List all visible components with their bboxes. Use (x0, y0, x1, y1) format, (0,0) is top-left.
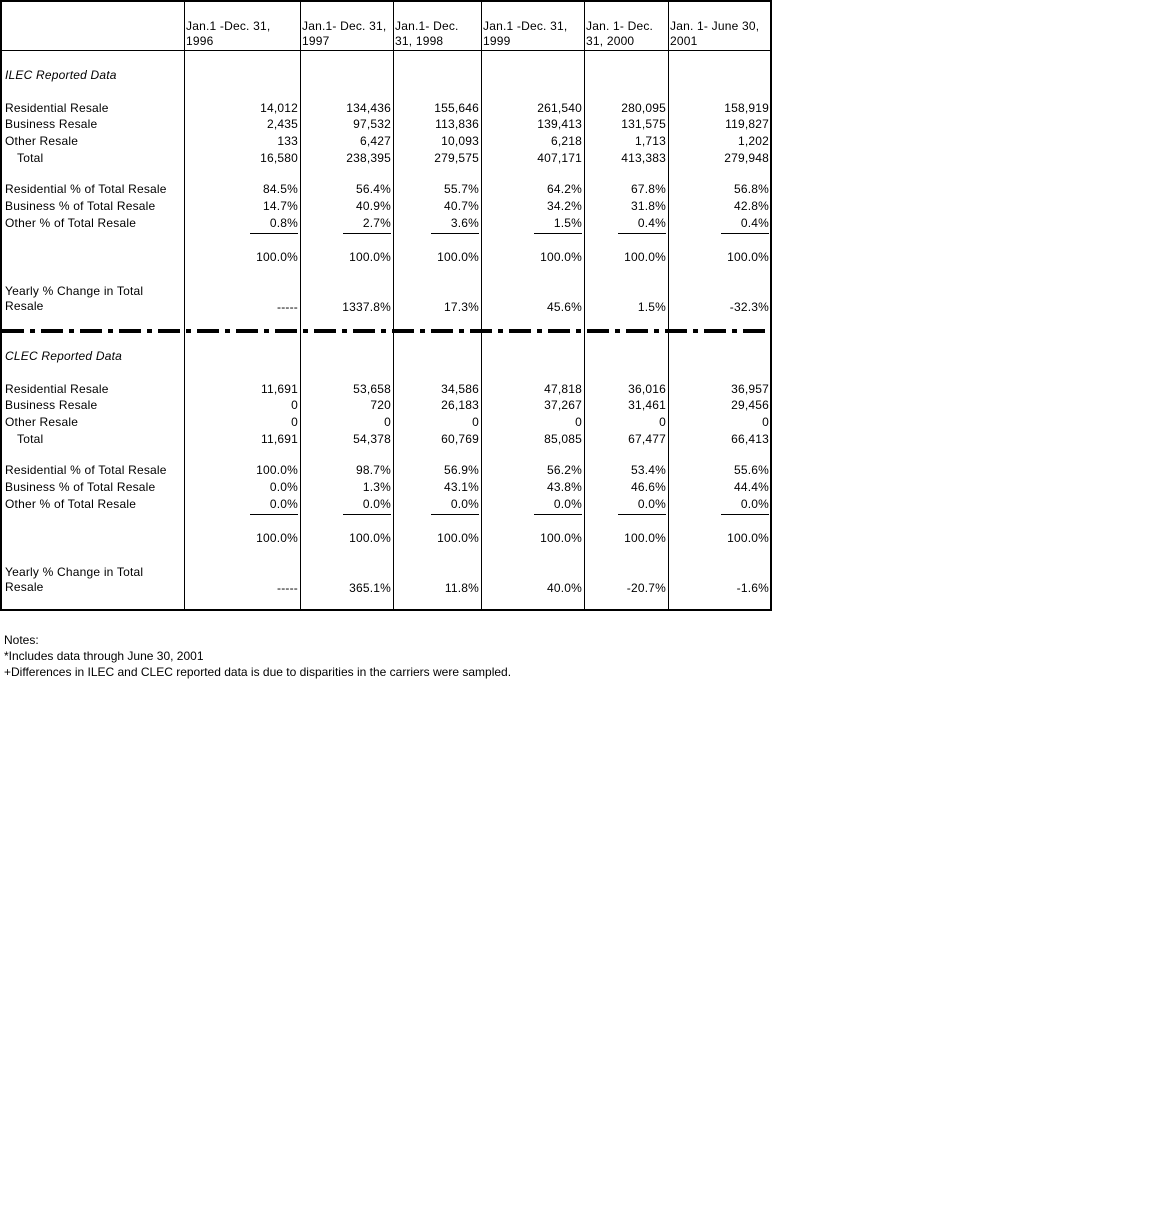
column-header: Jan.1- Dec. 31, 1997 (302, 19, 387, 48)
data-cell: 54,378 (353, 432, 391, 446)
row-label: Yearly % Change in Total (5, 284, 144, 298)
row-label: Residential % of Total Resale (5, 463, 167, 477)
sum-rule (250, 514, 298, 515)
column-header: Jan.1 -Dec. 31, 1996 (186, 19, 271, 48)
data-cell: 47,818 (544, 382, 582, 396)
sum-rule (721, 514, 769, 515)
data-cell: 0.0% (450, 497, 479, 511)
data-cell: 119,827 (725, 117, 769, 131)
data-cell: 100.0% (256, 463, 298, 477)
row-label: Business Resale (5, 117, 98, 131)
data-cell: 0 (472, 415, 479, 429)
data-cell: 40.0% (546, 581, 582, 595)
data-cell: 0.0% (740, 497, 769, 511)
data-cell: 1.5% (637, 300, 666, 314)
data-cell: 29,456 (731, 398, 769, 412)
column-header: Jan.1 -Dec. 31, 1999 (483, 19, 568, 48)
data-cell: 31.8% (630, 199, 666, 213)
data-cell: 6,427 (359, 134, 391, 148)
data-cell: 31,461 (628, 398, 666, 412)
data-cell: 97,532 (353, 117, 391, 131)
data-cell: 279,948 (724, 151, 769, 165)
resale-data-table (0, 0, 772, 611)
data-cell: 26,183 (441, 398, 479, 412)
sum-cell: 100.0% (540, 531, 582, 545)
row-label: Residential % of Total Resale (5, 182, 167, 196)
sum-rule (534, 514, 582, 515)
note-line: +Differences in ILEC and CLEC reported data is due to disparities in the carriers were sampled. (4, 665, 512, 679)
sum-cell: 100.0% (624, 531, 666, 545)
data-cell: 53,658 (353, 382, 391, 396)
data-cell: 11.8% (444, 581, 479, 595)
row-label: Resale (5, 580, 44, 594)
data-cell: 1,202 (737, 134, 769, 148)
row-label: Residential Resale (5, 101, 109, 115)
row-label: Business Resale (5, 398, 98, 412)
data-cell: 37,267 (544, 398, 582, 412)
data-cell: 0 (762, 415, 769, 429)
data-cell: 134,436 (346, 101, 391, 115)
row-label: Other % of Total Resale (5, 497, 137, 511)
data-cell: 43.8% (546, 480, 582, 494)
data-cell: 36,016 (628, 382, 666, 396)
data-cell: 1337.8% (342, 300, 391, 314)
section-title: ILEC Reported Data (5, 68, 117, 82)
notes-section (4, 632, 511, 680)
sum-cell: 100.0% (256, 531, 298, 545)
data-cell: 1,713 (634, 134, 666, 148)
data-cell: 113,836 (435, 117, 479, 131)
row-label: Other % of Total Resale (5, 216, 137, 230)
data-cell: 158,919 (724, 101, 769, 115)
data-cell: 2.7% (362, 216, 391, 230)
data-cell: 6,218 (550, 134, 582, 148)
data-cell: 60,769 (441, 432, 479, 446)
note-line: *Includes data through June 30, 2001 (4, 649, 204, 663)
data-cell: 14,012 (260, 101, 298, 115)
data-cell: 56.8% (733, 182, 769, 196)
data-cell: 84.5% (262, 182, 298, 196)
data-cell: 131,575 (621, 117, 666, 131)
data-cell: 64.2% (546, 182, 582, 196)
data-cell: 85,085 (544, 432, 582, 446)
data-cell: -20.7% (626, 581, 666, 595)
data-cell: 45.6% (546, 300, 582, 314)
data-cell: 56.2% (546, 463, 582, 477)
column-header: Jan.1- Dec. 31, 1998 (395, 19, 459, 48)
data-cell: 0.0% (269, 497, 298, 511)
sum-cell: 100.0% (624, 250, 666, 264)
row-label: Other Resale (5, 134, 79, 148)
column-header: Jan. 1- Dec. 31, 2000 (586, 19, 654, 48)
row-label: Residential Resale (5, 382, 109, 396)
data-cell: 40.7% (443, 199, 479, 213)
data-cell: 1.5% (553, 216, 582, 230)
sum-rule (250, 233, 298, 234)
data-cell: 11,691 (260, 432, 298, 446)
data-cell: 0 (659, 415, 666, 429)
data-cell: 413,383 (621, 151, 666, 165)
data-cell: 46.6% (630, 480, 666, 494)
data-cell: 10,093 (441, 134, 479, 148)
sum-cell: 100.0% (349, 531, 391, 545)
data-cell: 55.7% (443, 182, 479, 196)
data-cell: 279,575 (434, 151, 479, 165)
data-cell: 36,957 (731, 382, 769, 396)
data-cell: 0 (384, 415, 391, 429)
sum-cell: 100.0% (437, 250, 479, 264)
data-cell: 16,580 (260, 151, 298, 165)
sum-rule (618, 233, 666, 234)
data-cell: 40.9% (355, 199, 391, 213)
data-cell: 0.0% (637, 497, 666, 511)
data-cell: 42.8% (733, 199, 769, 213)
data-cell: 238,395 (346, 151, 391, 165)
data-cell: -32.3% (729, 300, 769, 314)
sum-rule (721, 233, 769, 234)
data-cell: 56.4% (355, 182, 391, 196)
data-cell: 98.7% (355, 463, 391, 477)
data-cell: 55.6% (733, 463, 769, 477)
sum-rule (534, 233, 582, 234)
row-label: Total (17, 432, 44, 446)
sum-cell: 100.0% (540, 250, 582, 264)
data-cell: 720 (370, 398, 391, 412)
section-separator (2, 329, 770, 333)
data-cell: 0.0% (553, 497, 582, 511)
section-title: CLEC Reported Data (5, 349, 122, 363)
sum-cell: 100.0% (727, 531, 769, 545)
data-cell: 0.4% (740, 216, 769, 230)
data-cell: 14.7% (262, 199, 298, 213)
sum-rule (431, 233, 479, 234)
sum-rule (618, 514, 666, 515)
header-divider (2, 50, 770, 51)
data-cell: -1.6% (736, 581, 769, 595)
data-cell: 53.4% (630, 463, 666, 477)
data-cell: 365.1% (349, 581, 391, 595)
sum-rule (431, 514, 479, 515)
sum-cell: 100.0% (349, 250, 391, 264)
data-cell: 67.8% (630, 182, 666, 196)
data-cell: 155,646 (434, 101, 479, 115)
data-cell: 34.2% (546, 199, 582, 213)
sum-rule (343, 514, 391, 515)
row-label: Other Resale (5, 415, 79, 429)
data-cell: 2,435 (266, 117, 298, 131)
sum-cell: 100.0% (256, 250, 298, 264)
data-cell: 11,691 (260, 382, 298, 396)
data-cell: 0 (291, 415, 298, 429)
data-cell: 0 (291, 398, 298, 412)
row-label: Yearly % Change in Total (5, 565, 144, 579)
data-cell: 0.0% (269, 480, 298, 494)
data-cell: 0.4% (637, 216, 666, 230)
sum-cell: 100.0% (437, 531, 479, 545)
data-cell: 280,095 (621, 101, 666, 115)
data-cell: 43.1% (443, 480, 479, 494)
data-cell: 1.3% (362, 480, 391, 494)
data-cell: 0.8% (269, 216, 298, 230)
data-cell: 44.4% (733, 480, 769, 494)
data-cell: 17.3% (443, 300, 479, 314)
data-cell: ----- (277, 581, 298, 595)
data-cell: 139,413 (537, 117, 582, 131)
sum-cell: 100.0% (727, 250, 769, 264)
row-label: Total (17, 151, 44, 165)
data-cell: 3.6% (450, 216, 479, 230)
data-cell: ----- (277, 300, 298, 314)
data-cell: 133 (277, 134, 298, 148)
column-header: Jan. 1- June 30, 2001 (670, 19, 760, 48)
data-cell: 0.0% (362, 497, 391, 511)
notes-title: Notes: (4, 633, 39, 647)
row-label: Business % of Total Resale (5, 199, 156, 213)
row-label: Resale (5, 299, 44, 313)
data-cell: 407,171 (537, 151, 582, 165)
row-label: Business % of Total Resale (5, 480, 156, 494)
sum-rule (343, 233, 391, 234)
data-cell: 66,413 (731, 432, 769, 446)
data-cell: 261,540 (537, 101, 582, 115)
data-cell: 34,586 (441, 382, 479, 396)
data-cell: 56.9% (443, 463, 479, 477)
data-cell: 67,477 (628, 432, 666, 446)
data-cell: 0 (575, 415, 582, 429)
